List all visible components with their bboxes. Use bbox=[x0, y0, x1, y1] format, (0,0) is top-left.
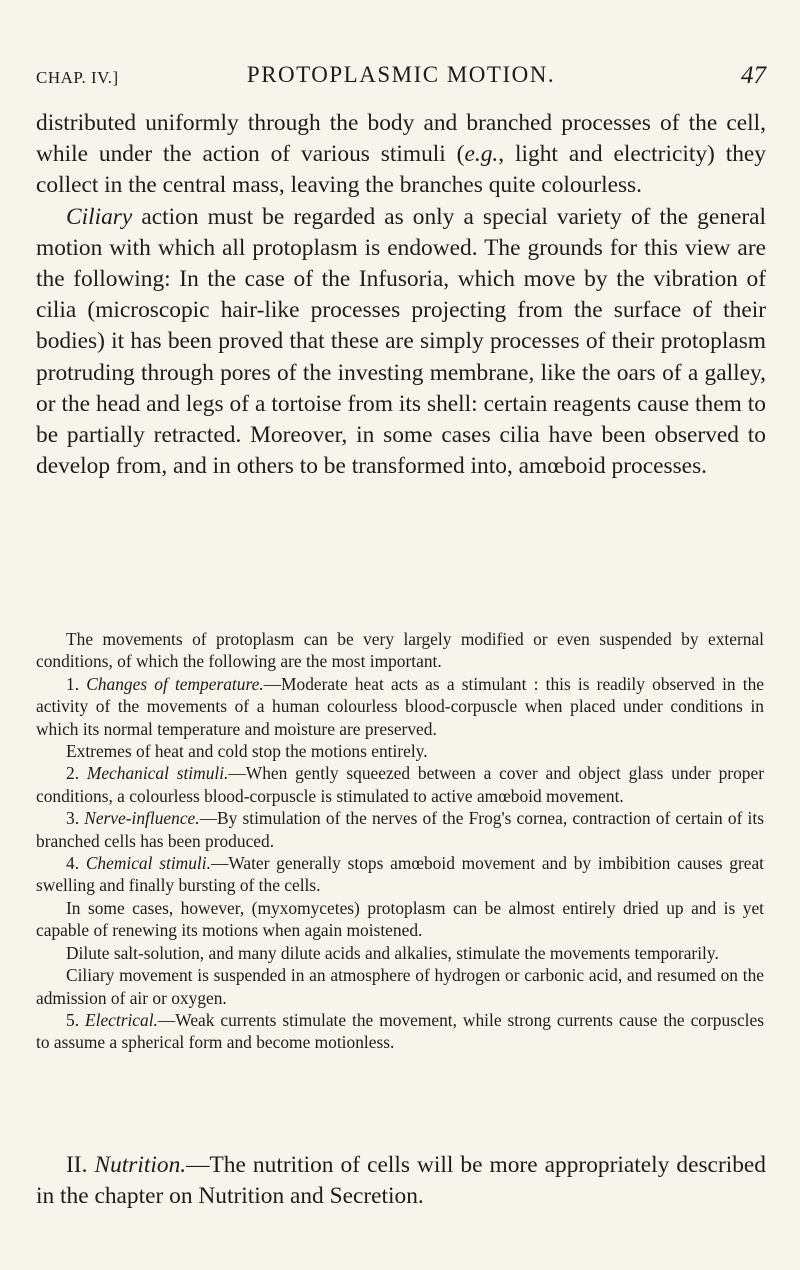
small-intro: The movements of protoplasm can be very largely modified or even suspended by external conditions, of which the following are the most important. bbox=[36, 629, 764, 672]
main-text bbox=[36, 108, 766, 482]
list-item-temperature: 1. Changes of temperature.—Moderate heat acts as a stimulant : this is readily observed in the activity of the movements of a human colourless blood-corpuscle when placed under conditions in which its normal temperature and moisture are preserved. bbox=[36, 673, 765, 739]
list-item-electrical: 5. Electrical.—Weak currents stimulate the movement, while strong currents cause the corpuscles to assume a spherical form and become motionless. bbox=[36, 1009, 764, 1053]
running-title: PROTOPLASMIC MOTION. bbox=[246, 62, 556, 87]
paragraph-nutrition: II. Nutrition.—The nutrition of cells will be more appropriately described in the chapter on Nutrition and Secretion. bbox=[36, 1152, 767, 1210]
chapter-label: CHAP. IV.] bbox=[36, 68, 119, 87]
page-number: 47 bbox=[741, 62, 766, 89]
small-print-section bbox=[36, 628, 764, 1054]
section-nutrition bbox=[36, 1150, 766, 1212]
running-header bbox=[36, 62, 766, 94]
paragraph-ciliary: Ciliary action must be regarded as only a special variety of the general motion with which all protoplasm is endowed. The grounds for this view are the following: In the case of the Infusoria, which move by the vibration of cilia (microscopic hair-like processes projecting from the surface of their bodies) it has been proved that these are simply processes of their protoplasm protruding through pores of the investing membrane, like the oars of a galley, or the head and legs of a tortoise from its shell: certain reagents cause them to be partially retracted. Moreover, in some cases cilia have been observed to develop from, and in others to be transformed into, amœboid processes. bbox=[36, 203, 766, 480]
paragraph-continuation: distributed uniformly through the body and branched processes of the cell, while under the action of various stimuli (e.g., light and electricity) they collect in the central mass, leaving the branches quite colourless. bbox=[36, 110, 766, 199]
paragraph-salt-solution: Dilute salt-solution, and many dilute acids and alkalies, stimulate the movements temporarily. bbox=[66, 942, 719, 963]
list-item-nerve: 3. Nerve-influence.—By stimulation of the nerves of the Frog's cornea, contraction of certain of its branched cells has been produced. bbox=[36, 808, 764, 851]
paragraph-ciliary-movement: Ciliary movement is suspended in an atmosphere of hydrogen or carbonic acid, and resumed on the admission of air or oxygen. bbox=[36, 965, 764, 1008]
list-item-mechanical: 2. Mechanical stimuli.—When gently squeezed between a cover and object glass under proper conditions, a colourless blood-corpuscle is stimulated to active amœboid movement. bbox=[36, 763, 764, 806]
paragraph-extremes: Extremes of heat and cold stop the motions entirely. bbox=[66, 741, 428, 762]
paragraph-myxomycetes: In some cases, however, (myxomycetes) protoplasm can be almost entirely dried up and is yet capable of renewing its motions when again moistened. bbox=[36, 897, 764, 941]
list-item-chemical: 4. Chemical stimuli.—Water generally stops amœboid movement and by imbibition causes great swelling and finally bursting of the cells. bbox=[36, 853, 765, 896]
